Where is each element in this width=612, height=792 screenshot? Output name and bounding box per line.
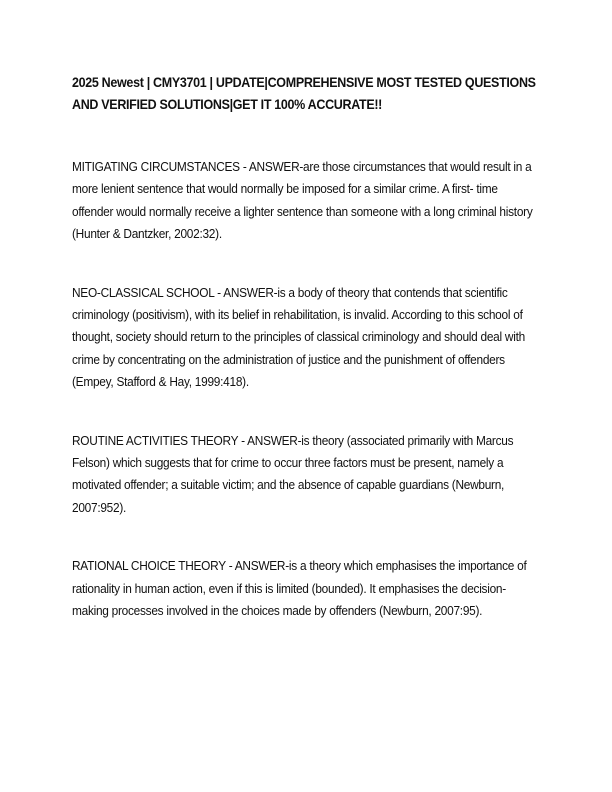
entry-term: ROUTINE ACTIVITIES THEORY [72, 432, 239, 448]
entry-term: NEO-CLASSICAL SCHOOL [72, 284, 215, 300]
entry-routine-activities-theory [72, 430, 542, 520]
entry-rational-choice-theory [72, 555, 542, 622]
entry-term: RATIONAL CHOICE THEORY [72, 558, 226, 574]
entry-definition: is theory (associated primarily with Marcus Felson) which suggests that for crime to occur three factors must be present, namely a motivated offender; a suitable victim; and the absence of capable guardians (Newburn, 2007:952). [72, 432, 514, 515]
entry-separator: - ANSWER- [239, 159, 304, 174]
entry-mitigating-circumstances [72, 156, 542, 246]
entry-term: MITIGATING CIRCUMSTANCES [72, 159, 240, 174]
entry-separator: - ANSWER- [225, 558, 289, 574]
document-page [72, 72, 542, 659]
entry-definition: are those circumstances that would result in a more lenient sentence that would normally be imposed for a similar crime. A first- time offender would normally receive a lighter sentence than someone with a long criminal history (Hunter & Dantzker, 2002:32). [72, 159, 533, 242]
document-title: 2025 Newest | CMY3701 | UPDATE|COMPREHENSIVE MOST TESTED QUESTIONS AND VERIFIED SOLUTIONS|GET IT 100% ACCURATE!! [72, 75, 536, 112]
entry-neo-classical-school [72, 282, 542, 394]
entry-definition: is a body of theory that contends that scientific criminology (positivism), with its belief in rehabilitation, is invalid. According to this school of thought, society should return to the principles of classical criminology and should deal with crime by concentrating on the administration of justice and the punishment of offenders (Empey, Stafford & Hay, 1999:418). [72, 284, 525, 390]
entry-separator: - ANSWER- [214, 284, 278, 300]
entry-definition: is a theory which emphasises the importance of rationality in human action, even if this is limited (bounded). It emphasises the decision-making processes involved in the choices made by offenders (Newburn, 2007:95). [72, 558, 527, 619]
entry-separator: - ANSWER- [238, 432, 302, 448]
